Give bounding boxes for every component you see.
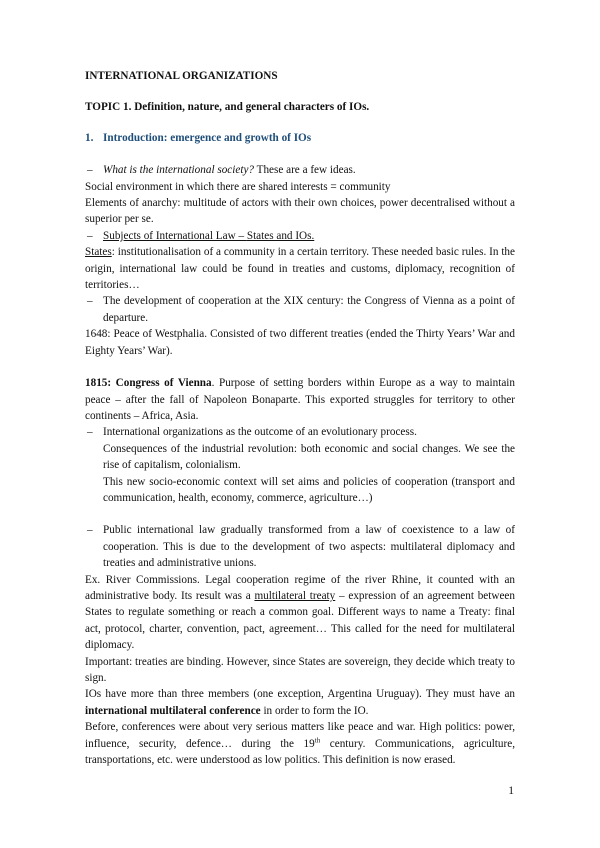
bullet-development: – The development of cooperation at the XIX century: the Congress of Vienna as a point of departure. <box>85 293 515 326</box>
section-title: Introduction: emergence and growth of IOs <box>103 131 312 144</box>
paragraph-community: Social environment in which there are shared interests = community <box>85 180 391 193</box>
river-post: – expression of an agreement between States to regulate something or reach a common goal. Different ways to name a Treaty: final act, protocol, charter, convention, pact, agreement… This called for the need for multilateral diplomacy. <box>85 589 515 652</box>
bullet-io-outcome: – International organizations as the outcome of an evolutionary process. <box>85 424 515 440</box>
before-pre: Before, conferences were about very serious matters like peace and war. High politics: power, influence, security, defence… during the 19 <box>85 721 515 750</box>
before-sup: th <box>314 735 321 744</box>
indent-industrial: Consequences of the industrial revolution: both economic and social changes. We see the rise of capitalism, colonialism. <box>103 442 515 472</box>
states-text: : institutionalisation of a community in a certain territory. These needed basic rules. In the origin, international law could be found in treaties and customs, diplomacy, recognition of territories… <box>85 246 515 292</box>
before-post: century. Communications, agriculture, transportations, etc. were understood as low politics. This definition is now erased. <box>85 737 515 767</box>
states-label: States <box>85 246 112 259</box>
paragraph-before <box>85 719 515 768</box>
spacer <box>85 359 515 375</box>
paragraph-river <box>85 572 515 654</box>
document-page <box>85 68 515 768</box>
question-bullet <box>85 162 515 178</box>
river-underlined: multilateral treaty <box>254 589 336 602</box>
question-italic: What is the international society? <box>103 164 255 177</box>
section-heading <box>85 130 515 146</box>
vienna-text: . Purpose of setting borders within Europe as a way to maintain peace – after the fall of Napoleon Bonaparte. This exported struggles for territory to other continents – Africa, Asia. <box>85 377 516 422</box>
subjects-bullet <box>85 228 515 244</box>
paragraph-1815 <box>85 375 515 424</box>
bullet-public-law: – Public international law gradually transformed from a law of coexistence to a law of cooperation. This is due to the development of two aspects: multilateral diplomacy and treaties and administrative unions. <box>85 522 515 571</box>
indent-socioeconomic: This new socio-economic context will set aims and policies of cooperation (transport and communication, health, economy, commerce, agriculture…) <box>103 475 515 504</box>
subjects-label: Subjects of International Law – <box>103 229 247 242</box>
river-pre: Ex. River Commissions. Legal cooperation regime of the river Rhine, it counted with an administrative body. Its result was a <box>85 573 515 602</box>
paragraph-states <box>85 244 515 293</box>
spacer <box>85 506 515 522</box>
subjects-underlined: States and IOs. <box>246 229 315 242</box>
ios-bold: international multilateral conference <box>85 704 261 717</box>
page-number: 1 <box>508 785 514 797</box>
vienna-bold: 1815: Congress of Vienna <box>85 377 212 390</box>
section-number: 1. <box>85 131 94 144</box>
question-rest: These are a few ideas. <box>254 164 356 177</box>
ios-post: in order to form the IO. <box>260 704 369 717</box>
paragraph-important: Important: treaties are binding. However, since States are sovereign, they decide which treaty to sign. <box>85 655 515 684</box>
topic-heading: TOPIC 1. Definition, nature, and general characters of IOs. <box>85 101 370 114</box>
paragraph-1648: 1648: Peace of Westphalia. Consisted of two different treaties (ended the Thirty Years’ War and Eighty Years’ War). <box>85 328 515 357</box>
ios-pre: IOs have more than three members (one exception, Argentina Uruguay). They must have an <box>85 688 515 701</box>
paragraph-anarchy: Elements of anarchy: multitude of actors with their own choices, power decentralised without a superior per se. <box>85 197 515 226</box>
document-title: INTERNATIONAL ORGANIZATIONS <box>85 70 278 82</box>
paragraph-ios <box>85 686 515 719</box>
